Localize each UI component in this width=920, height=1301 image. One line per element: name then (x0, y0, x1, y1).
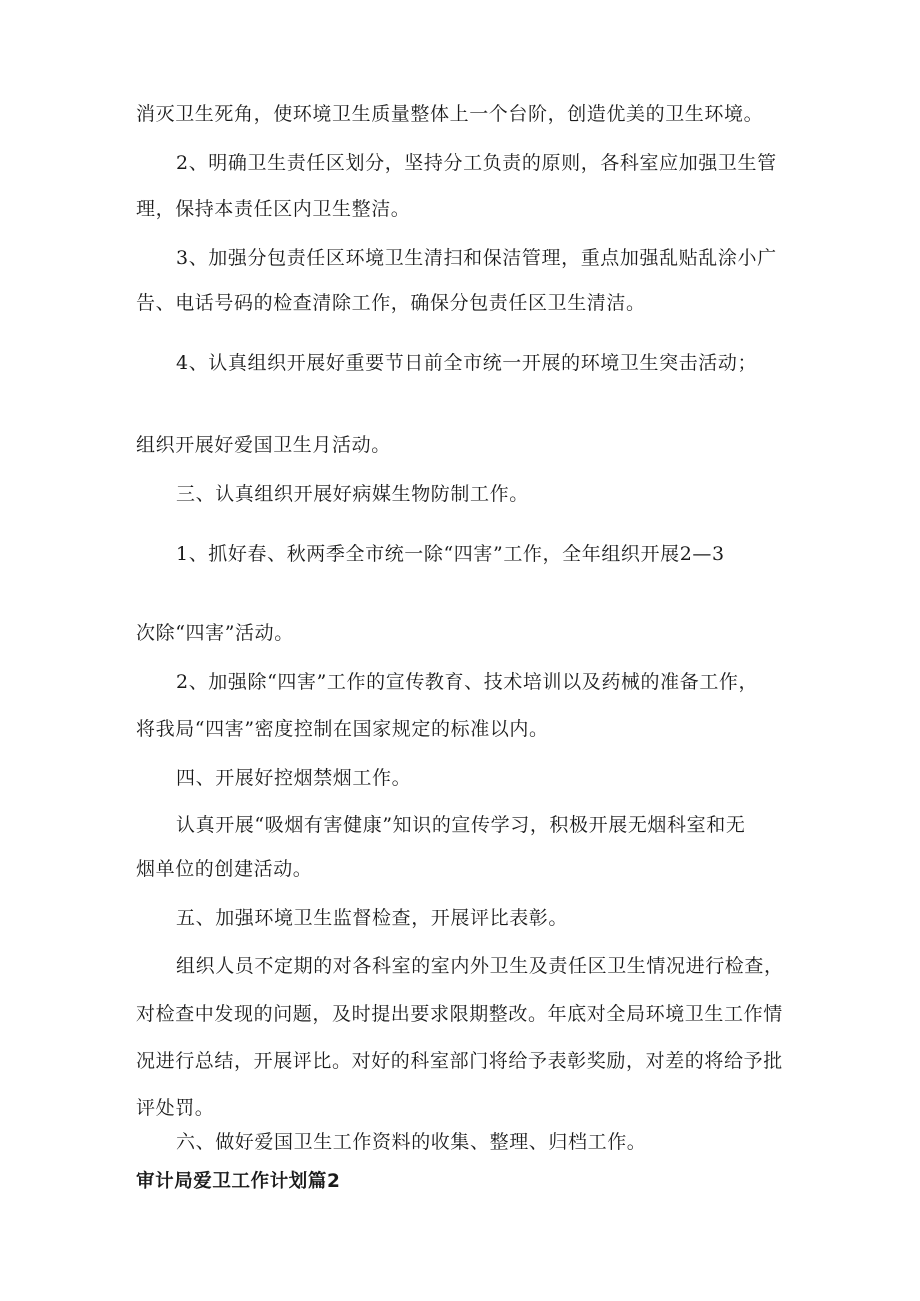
text-line: 组织人员不定期的对各科室的室内外卫生及责任区卫生情况进行检查， (176, 955, 784, 977)
text-line: 三、认真组织开展好病媒生物防制工作。 (176, 483, 529, 505)
section-heading: 审计局爱卫工作计划篇2 (136, 1171, 341, 1192)
text-line: 烟单位的创建活动。 (136, 858, 313, 880)
text-line: 次除“四害”活动。 (136, 622, 294, 644)
text-line: 2、加强除“四害”工作的宣传教育、技术培训以及药械的准备工作， (176, 671, 759, 693)
text-line: 况进行总结，开展评比。对好的科室部门将给予表彰奖励，对差的将给予批 (136, 1050, 783, 1072)
text-line: 对检查中发现的问题，及时提出要求限期整改。年底对全局环境卫生工作情 (136, 1003, 783, 1025)
text-line: 六、做好爱国卫生工作资料的收集、整理、归档工作。 (176, 1131, 647, 1153)
text-line: 组织开展好爱国卫生月活动。 (136, 434, 391, 456)
text-line: 四、开展好控烟禁烟工作。 (176, 767, 412, 789)
text-line: 评处罚。 (136, 1097, 215, 1119)
text-line: 理，保持本责任区内卫生整洁。 (136, 198, 411, 220)
text-line: 2、明确卫生责任区划分，坚持分工负责的原则，各科室应加强卫生管 (176, 152, 777, 174)
text-line: 告、电话号码的检查清除工作，确保分包责任区卫生清洁。 (136, 292, 646, 314)
text-line: 1、抓好春、秋两季全市统一除“四害”工作，全年组织开展2—3 (176, 543, 725, 565)
text-line: 消灭卫生死角，使环境卫生质量整体上一个台阶，创造优美的卫生环境。 (136, 103, 764, 125)
text-line: 3、加强分包责任区环境卫生清扫和保洁管理，重点加强乱贴乱涂小广 (176, 247, 777, 269)
text-line: 将我局“四害”密度控制在国家规定的标准以内。 (136, 718, 549, 740)
text-line: 认真开展“吸烟有害健康”知识的宣传学习，积极开展无烟科室和无 (176, 814, 746, 836)
text-line: 五、加强环境卫生监督检查，开展评比表彰。 (176, 907, 569, 929)
text-line: 4、认真组织开展好重要节日前全市统一开展的环境卫生突击活动； (176, 352, 758, 374)
